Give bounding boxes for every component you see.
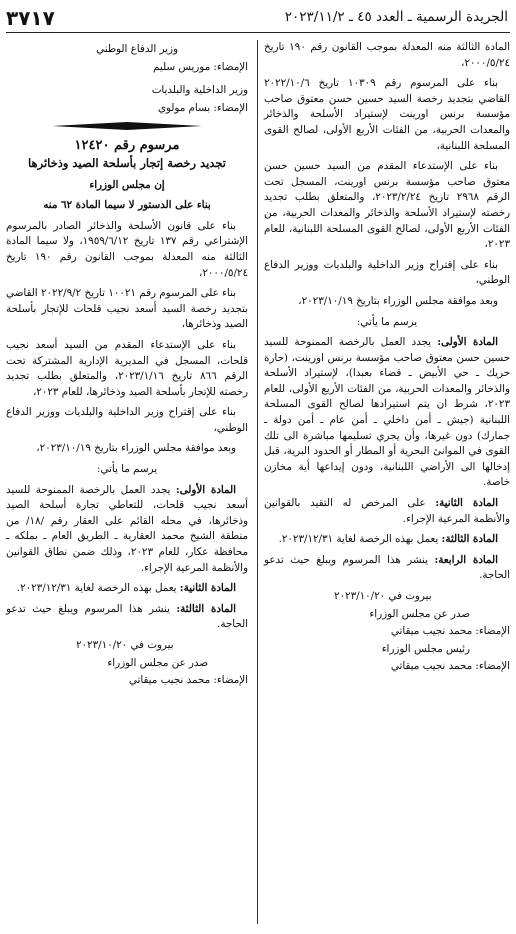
decrees-heading: يرسم ما يأتي: xyxy=(96,463,158,476)
article-1 xyxy=(264,335,510,491)
article-3 xyxy=(6,602,248,633)
article-4 xyxy=(264,553,510,584)
article-label: المادة الثالثة: xyxy=(176,602,236,615)
minister-title: وزير الداخلية والبلديات xyxy=(151,84,248,97)
decree-number: مرسوم رقم ١٢٤٢٠ xyxy=(74,138,180,154)
article-label: المادة الأولى: xyxy=(175,483,236,496)
signature: الإمضاء: بسام مولوي xyxy=(157,101,248,114)
page-number: ٣٧١٧ xyxy=(6,6,55,30)
place-date: بيروت في ٢٠٢٣/١٠/٢٠ xyxy=(76,639,174,651)
signature: الإمضاء: محمد نجيب ميقاتي xyxy=(390,625,510,638)
signature: الإمضاء: محمد نجيب ميقاتي xyxy=(390,660,510,673)
issued-by: صدر عن مجلس الوزراء xyxy=(107,656,208,669)
signature: الإمضاء: موريس سليم xyxy=(153,60,248,73)
paragraph: بناء على الإستدعاء المقدم من السيد أسعد نجيب قلحات، المسجل في المديرية الإدارية المشتركة تحت الرقم ٨٦٦ تاريخ ٢٠٢٣/١/١٦، والمتعلق بطلب تجديد رخصته للإتجار بأسلحة الصيد وذخائرها، للعام ٢٠٢٣، xyxy=(6,338,248,398)
issued-by: صدر عن مجلس الوزراء xyxy=(369,607,470,620)
signature: الإمضاء: محمد نجيب ميقاتي xyxy=(128,674,248,687)
article-label: المادة الثالثة: xyxy=(441,533,498,546)
paragraph: بناء على المرسوم رقم ١٠٣٠٩ تاريخ ٢٠٢٢/١٠/٦ القاضي بتجديد رخصة السيد حسين حسن معتوق صاحب مؤسسة برنس اورينت لإستيراد الأسلحة والذخائر والمعدات الحربية، من الفئات الأربع الأولى، لصالح القوى المسلحة اللبنانية، xyxy=(264,77,510,152)
page-header xyxy=(6,6,510,33)
column-divider xyxy=(257,40,258,924)
article-text: ينشر هذا المرسوم ويبلغ حيث تدعو الحاجة. xyxy=(264,553,510,582)
intro: إن مجلس الوزراء xyxy=(89,178,165,191)
article-text: ينشر هذا المرسوم ويبلغ حيث تدعو الحاجة. xyxy=(6,602,248,631)
paragraph: وبعد موافقة مجلس الوزراء بتاريخ ٢٠٢٣/١٠/١٩، xyxy=(298,294,498,307)
article-text: يعمل بهذه الرخصة لغاية ٢٠٢٣/١٢/٣١. xyxy=(16,582,180,595)
article-text: يجدد العمل بالرخصة الممنوحة للسيد أسعد نجيب قلحات، للتعاطي تجارة أسلحة الصيد وذخائرها، في محله القائم على العقار رقم /١٨/ من منطقة الشيخ محمد العقارية ـ الطريق العام ـ بملكه ـ محافظة عكار، للعام ٢٠٢٣، وذلك ضمن نطاق القوانين والأنظمة المرعية الإجراء. xyxy=(6,483,248,574)
article-text: على المرخص له التقيد بالقوانين والأنظمة المرعية الإجراء. xyxy=(264,497,510,525)
article-label: المادة الثانية: xyxy=(435,497,498,510)
article-label: المادة الأولى: xyxy=(437,336,498,349)
article-1 xyxy=(6,483,248,577)
article-2 xyxy=(264,496,510,527)
article-text: يجدد العمل بالرخصة الممنوحة للسيد حسين حسن معتوق صاحب مؤسسة برنس اورينت، (حارة حريك ـ حي الأبيض ـ قضاء بعبدا)، لإستيراد الأسلحة والذخائر والمعدات الحربية، من الفئات الأربع الأولى، للعام ٢٠٢٣، شرط ان يتم استيرادها لصالح القوى المسلحة اللبنانية (جيش ـ أمن داخلي ـ أمن عام ـ أمن دولة ـ جمارك) دون غيرها، وأن يجري تسليمها مباشرة الى تلك القوى في الموانئ البحرية أو المطار أو الحدود البرية، قبل إدخالها الى الأراضي اللبنانية، ودون إيداعها أية مخازن خاصة. xyxy=(264,336,510,489)
article-text: يعمل بهذه الرخصة لغاية ٢٠٢٣/١٢/٣١. xyxy=(278,533,442,546)
minister-title: وزير الدفاع الوطني xyxy=(96,43,178,55)
section-separator xyxy=(6,120,248,132)
article-2 xyxy=(6,581,248,597)
pm-title: رئيس مجلس الوزراء xyxy=(381,642,470,655)
decrees-heading: يرسم ما يأتي: xyxy=(356,315,418,328)
paragraph: بناء على المرسوم رقم ١٠٠٢١ تاريخ ٢٠٢٢/٩/٢ القاضي بتجديد رخصة السيد أسعد نجيب قلحات للإتجار بأسلحة الصيد وذخائرها، xyxy=(6,287,248,331)
place-date: بيروت في ٢٠٢٣/١٠/٢٠ xyxy=(334,590,432,602)
right-column xyxy=(264,40,510,677)
article-label: المادة الثانية: xyxy=(179,582,236,595)
ornament-divider xyxy=(52,120,202,132)
paragraph: بناء على قانون الأسلحة والذخائر الصادر بالمرسوم الإشتراعي رقم ١٣٧ تاريخ ١٩٥٩/٦/١٢، ولا سيما المادة الثالثة منه المعدلة بموجب القانون رقم ١٩٠ تاريخ ٢٠٠٠/٥/٢٤، xyxy=(6,219,248,279)
paragraph: بناء على إقتراح وزير الداخلية والبلديات ووزير الدفاع الوطني، xyxy=(6,406,248,434)
constitution-basis: بناء على الدستور لا سيما المادة ٦٢ منه xyxy=(43,199,211,212)
left-column xyxy=(6,40,248,691)
article-label: المادة الرابعة: xyxy=(434,553,498,566)
paragraph: بناء على إقتراح وزير الداخلية والبلديات ووزير الدفاع الوطني، xyxy=(264,258,510,287)
gazette-title: الجريدة الرسمية ـ العدد ٤٥ ـ ٢٠٢٣/١١/٢ xyxy=(284,9,508,25)
article-3 xyxy=(264,532,510,548)
paragraph: وبعد موافقة مجلس الوزراء بتاريخ ٢٠٢٣/١٠/١٩، xyxy=(36,442,236,455)
decree-title: تجديد رخصة إتجار بأسلحة الصيد وذخائرها xyxy=(28,155,226,170)
paragraph: المادة الثالثة منه المعدلة بموجب القانون رقم ١٩٠ تاريخ ٢٠٠٠/٥/٢٤، xyxy=(264,41,510,69)
paragraph: بناء على الإستدعاء المقدم من السيد حسين حسن معتوق صاحب مؤسسة برنس اورينت، المسجل تحت الرقم ٢٩٦٨ تاريخ ٢٠٢٣/٢/٢٤، والمتعلق بطلب تجديد رخصته لإستيراد الأسلحة والذخائر والمعدات الحربية، من الفئات الأربع الأولى، لصالح القوى المسلحة اللبنانية، للعام ٢٠٢٣، xyxy=(264,160,510,251)
